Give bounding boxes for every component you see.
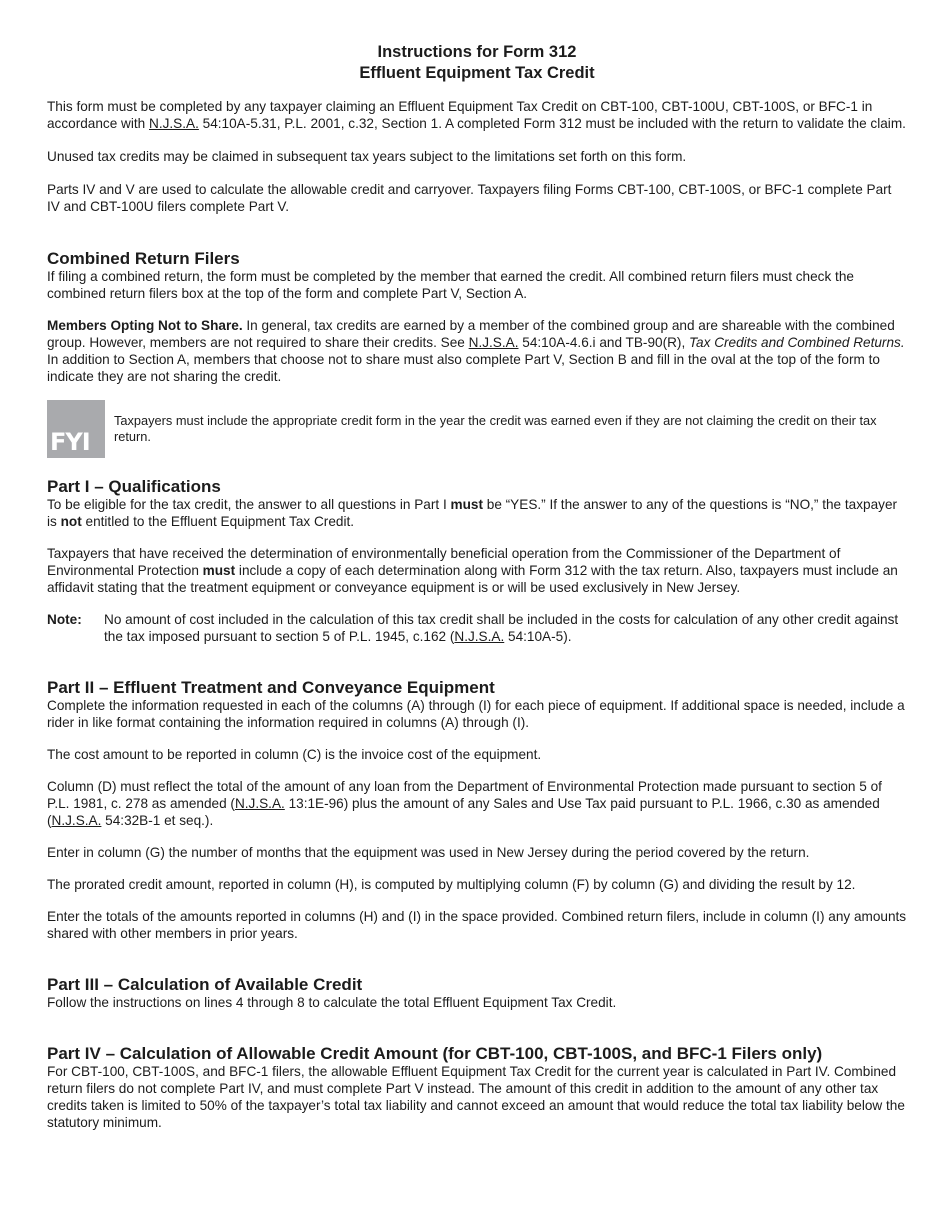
note-block — [47, 611, 907, 645]
note-text: No amount of cost included in the calculation of this tax credit shall be included in the costs for calculation of any other credit against the tax imposed pursuant to section 5 of P.L. 1945, c.162 (N.J.S.A. 54:10A-5). — [104, 612, 899, 644]
part-3-paragraph-1: Follow the instructions on lines 4 through 8 to calculate the total Effluent Equipment Tax Credit. — [47, 995, 617, 1010]
intro-paragraph-3: Parts IV and V are used to calculate the allowable credit and carryover. Taxpayers filing Forms CBT-100, CBT-100S, or BFC-1 complete Part IV and CBT-100U filers complete Part V. — [47, 182, 892, 214]
members-opting-paragraph: Members Opting Not to Share. In general, tax credits are earned by a member of the combined group and are shareable with the combined group. However, members are not required to share their credits. See N.J.S.A. 54:10A-4.6.i and TB-90(R), Tax Credits and Combined Returns. In addition to Section A, members that choose not to share must also complete Part V, Section B and fill in the oval at the top of the form to indicate they are not sharing the credit. — [47, 318, 905, 384]
part-2-heading: Part II – Effluent Treatment and Conveyance Equipment — [47, 678, 495, 697]
part-2-paragraph-4: Enter in column (G) the number of months that the equipment was used in New Jersey during the period covered by the return. — [47, 845, 810, 860]
njsa-reference: N.J.S.A. — [234, 796, 285, 811]
part-2-paragraph-2: The cost amount to be reported in column (C) is the invoice cost of the equipment. — [47, 747, 542, 762]
njsa-reference: N.J.S.A. — [468, 335, 519, 350]
part-2-paragraph-6: Enter the totals of the amounts reported in columns (H) and (I) in the space provided. Combined return filers, include in column (I) any amounts shared with other members in prior years. — [47, 909, 907, 941]
njsa-reference: N.J.S.A. — [51, 813, 102, 828]
fyi-text: Taxpayers must include the appropriate credit form in the year the credit was earned even if they are not claiming the credit on their tax return. — [114, 413, 877, 444]
part-2-paragraph-1: Complete the information requested in each of the columns (A) through (I) for each piece of equipment. If additional space is needed, include a rider in like format containing the information required in columns (A) through (I). — [47, 698, 905, 730]
part-4-paragraph-1: For CBT-100, CBT-100S, and BFC-1 filers, the allowable Effluent Equipment Tax Credit for the current year is calculated in Part IV. Combined return filers do not complete Part IV, and must complete Part V instead. The amount of this credit in addition to the amount of any other tax credits taken is limited to 50% of the taxpayer’s total tax liability and cannot exceed an amount that would reduce the total tax liability below the statutory minimum. — [47, 1064, 905, 1130]
fyi-callout — [47, 400, 907, 458]
title-line-1: Instructions for Form 312 — [377, 43, 577, 61]
title-line-2: Effluent Equipment Tax Credit — [359, 63, 595, 82]
part-1-paragraph-1: To be eligible for the tax credit, the answer to all questions in Part I must be “YES.” If the answer to any of the questions is “NO,” the taxpayer is not entitled to the Effluent Equipment Tax Credit. — [47, 497, 898, 529]
instructions-page — [47, 42, 907, 1131]
note-label: Note: — [47, 612, 82, 627]
part-1-heading: Part I – Qualifications — [47, 477, 221, 496]
part-3-heading: Part III – Calculation of Available Credit — [47, 975, 363, 994]
part-2-paragraph-5: The prorated credit amount, reported in column (H), is computed by multiplying column (F) by column (G) and dividing the result by 12. — [47, 877, 856, 892]
part-4-heading: Part IV – Calculation of Allowable Credit Amount (for CBT-100, CBT-100S, and BFC-1 Filers only) — [47, 1044, 823, 1063]
intro-paragraph-1: This form must be completed by any taxpayer claiming an Effluent Equipment Tax Credit on CBT-100, CBT-100U, CBT-100S, or BFC-1 in accordance with N.J.S.A. 54:10A-5.31, P.L. 2001, c.32, Section 1. A completed Form 312 must be included with the return to validate the claim. — [47, 99, 906, 131]
combined-paragraph-1: If filing a combined return, the form must be completed by the member that earned the credit. All combined return filers must check the combined return filers box at the top of the form and complete Part V, Section A. — [47, 269, 854, 301]
combined-return-heading: Combined Return Filers — [47, 249, 240, 268]
part-2-paragraph-3: Column (D) must reflect the total of the amount of any loan from the Department of Environmental Protection made pursuant to section 5 of P.L. 1981, c. 278 as amended (N.J.S.A. 13:1E-96) plus the amount of any Sales and Use Tax paid pursuant to P.L. 1966, c.30 as amended (N.J.S.A. 54:32B-1 et seq.). — [47, 779, 882, 828]
njsa-reference: N.J.S.A. — [454, 629, 505, 644]
part-1-paragraph-2: Taxpayers that have received the determination of environmentally beneficial operation from the Commissioner of the Department of Environmental Protection must include a copy of each determination along with Form 312 with the tax return. Also, taxpayers must include an affidavit stating that the treatment equipment or conveyance equipment is or will be used exclusively in New Jersey. — [47, 546, 898, 595]
page-title — [47, 42, 907, 83]
fyi-badge: FYI — [47, 400, 105, 458]
intro-paragraph-2: Unused tax credits may be claimed in subsequent tax years subject to the limitations set forth on this form. — [47, 149, 687, 164]
njsa-reference: N.J.S.A. — [149, 116, 199, 131]
